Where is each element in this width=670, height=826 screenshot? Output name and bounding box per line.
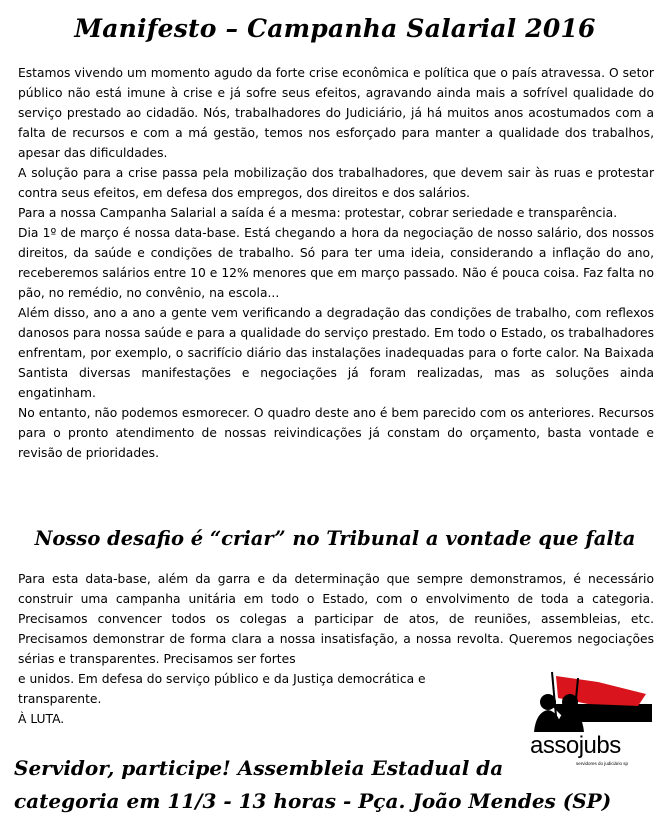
- closing-call: [14, 752, 614, 818]
- paragraph: Além disso, ano a ano a gente vem verificando a degradação das condições de trabalho, com reflexos danosos para nossa saúde e para a qualidade do serviço prestado. Em todo o Estado, os trabalhadores enfrentam, por exemplo, o sacrifício diário das instalações inadequadas para o forte calor. Na Baixada Santista diversas manifestações e negociações já foram realizadas, mas as soluções ainda engatinham.: [18, 306, 654, 400]
- logo-wordmark: assojubs: [530, 732, 621, 759]
- section-intro: [18, 63, 654, 463]
- paragraph: Para a nossa Campanha Salarial a saída é a mesma: protestar, cobrar seriedade e transparência.: [18, 206, 618, 220]
- closing-line: categoria em 11/3 - 13 horas - Pça. João Mendes (SP): [14, 789, 612, 813]
- logo-tagline: servidores do judiciário sp: [576, 761, 629, 766]
- call-to-fight: À LUTA.: [18, 712, 65, 726]
- document-title: Manifesto – Campanha Salarial 2016: [74, 14, 596, 43]
- paragraph: Dia 1º de março é nossa data-base. Está chegando a hora da negociação de nosso salário, dos nossos direitos, da saúde e condições de trabalho. Só para ter uma ideia, considerando a inflação do ano, receberemos salários entre 10 e 12% menores que em março passado. Não é pouca coisa. Faz falta no pão, no remédio, no convênio, na escola...: [18, 226, 654, 300]
- paragraph: A solução para a crise passa pela mobilização dos trabalhadores, que devem sair às ruas e protestar contra seus efeitos, em defesa dos empregos, dos direitos e dos salários.: [18, 166, 654, 200]
- logo-emblem-icon: [528, 664, 652, 734]
- paragraph: No entanto, não podemos esmorecer. O quadro deste ano é bem parecido com os anteriores. Recursos para o pronto atendimento de nossas reivindicações já constam do orçamento, basta vontade e revisão de prioridades.: [18, 406, 654, 460]
- paragraph: Para esta data-base, além da garra e da determinação que sempre demonstramos, é necessário construir uma campanha unitária em todo o Estado, com o envolvimento de toda a categoria. Precisamos convencer todos os colegas a participar de atos, de reuniões, assembleias, etc. Precisamos demonstrar de forma clara a nossa insatisfação, a nossa revolta. Queremos negociações sérias e transparentes. Precisamos ser fortes: [18, 572, 654, 666]
- paragraph: e unidos. Em defesa do serviço público e da Justiça democrática e transparente.: [18, 672, 426, 706]
- paragraph: Estamos vivendo um momento agudo da forte crise econômica e política que o país atravessa. O setor público não está imune à crise e já sofre seus efeitos, agravando ainda mais a sofrível qualidade do serviço prestado ao cidadão. Nós, trabalhadores do Judiciário, já há muitos anos acostumados com a falta de recursos e com a má gestão, temos nos esforçado para manter a qualidade dos trabalhos, apesar das dificuldades.: [18, 66, 654, 160]
- section-subtitle: Nosso desafio é “criar” no Tribunal a vontade que falta: [34, 527, 636, 550]
- closing-line: Servidor, participe! Assembleia Estadual da: [14, 756, 504, 780]
